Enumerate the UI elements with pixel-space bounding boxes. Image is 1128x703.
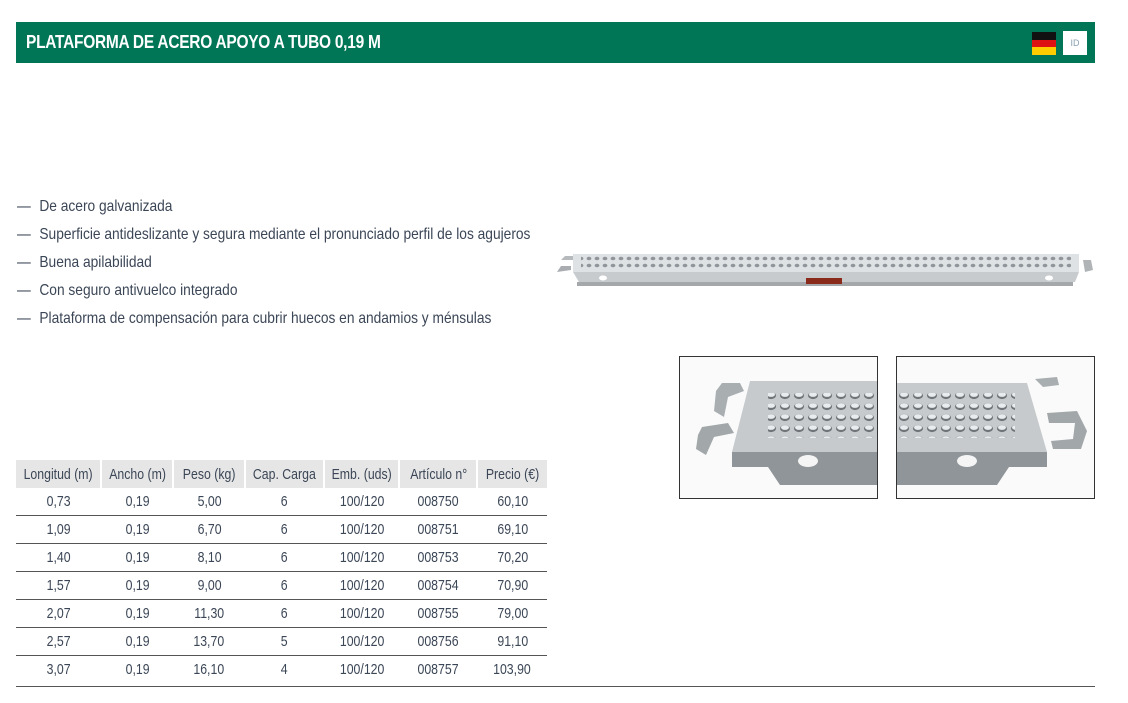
- id-badge: ID: [1063, 31, 1087, 55]
- feature-list: [17, 196, 614, 336]
- col-header-price: Precio (€): [477, 460, 547, 488]
- feature-item: — Buena apilabilidad: [17, 252, 530, 280]
- table-row: 2,07 0,19 11,30 6 100/120 008755 79,00: [16, 600, 547, 628]
- table-header-row: [16, 460, 547, 488]
- spec-table: [16, 460, 547, 683]
- dash-bullet-icon: —: [17, 198, 31, 215]
- col-header-length: Longitud (m): [16, 460, 101, 488]
- platform-hero-image: [553, 248, 1097, 290]
- table-row: 1,40 0,19 8,10 6 100/120 008753 70,20: [16, 544, 547, 572]
- feature-item: — Plataforma de compensación para cubrir huecos en andamios y ménsulas: [17, 308, 530, 336]
- title-bar: [16, 22, 1095, 63]
- page-title: PLATAFORMA DE ACERO APOYO A TUBO 0,19 M: [26, 32, 381, 52]
- col-header-width: Ancho (m): [101, 460, 173, 488]
- detail-image-right: [896, 356, 1095, 499]
- germany-flag-icon: [1032, 32, 1056, 55]
- detail-image-left: [679, 356, 878, 499]
- dash-bullet-icon: —: [17, 254, 31, 271]
- dash-bullet-icon: —: [17, 282, 31, 299]
- col-header-article-number: Artículo n°: [399, 460, 477, 488]
- dash-bullet-icon: —: [17, 226, 31, 243]
- table-row: 0,73 0,19 5,00 6 100/120 008750 60,10: [16, 488, 547, 516]
- col-header-packaging: Emb. (uds): [324, 460, 399, 488]
- table-row: 1,09 0,19 6,70 6 100/120 008751 69,10: [16, 516, 547, 544]
- feature-item: — Con seguro antivuelco integrado: [17, 280, 530, 308]
- table-row: 1,57 0,19 9,00 6 100/120 008754 70,90: [16, 572, 547, 600]
- feature-item: — De acero galvanizada: [17, 196, 530, 224]
- col-header-weight: Peso (kg): [173, 460, 245, 488]
- table-row: 2,57 0,19 13,70 5 100/120 008756 91,10: [16, 628, 547, 656]
- feature-item: — Superficie antideslizante y segura mediante el pronunciado perfil de los agujeros: [17, 224, 530, 252]
- dash-bullet-icon: —: [17, 310, 31, 327]
- bottom-divider: [16, 686, 1095, 687]
- col-header-load-capacity: Cap. Carga: [245, 460, 324, 488]
- table-row: 3,07 0,19 16,10 4 100/120 008757 103,90: [46, 661, 532, 678]
